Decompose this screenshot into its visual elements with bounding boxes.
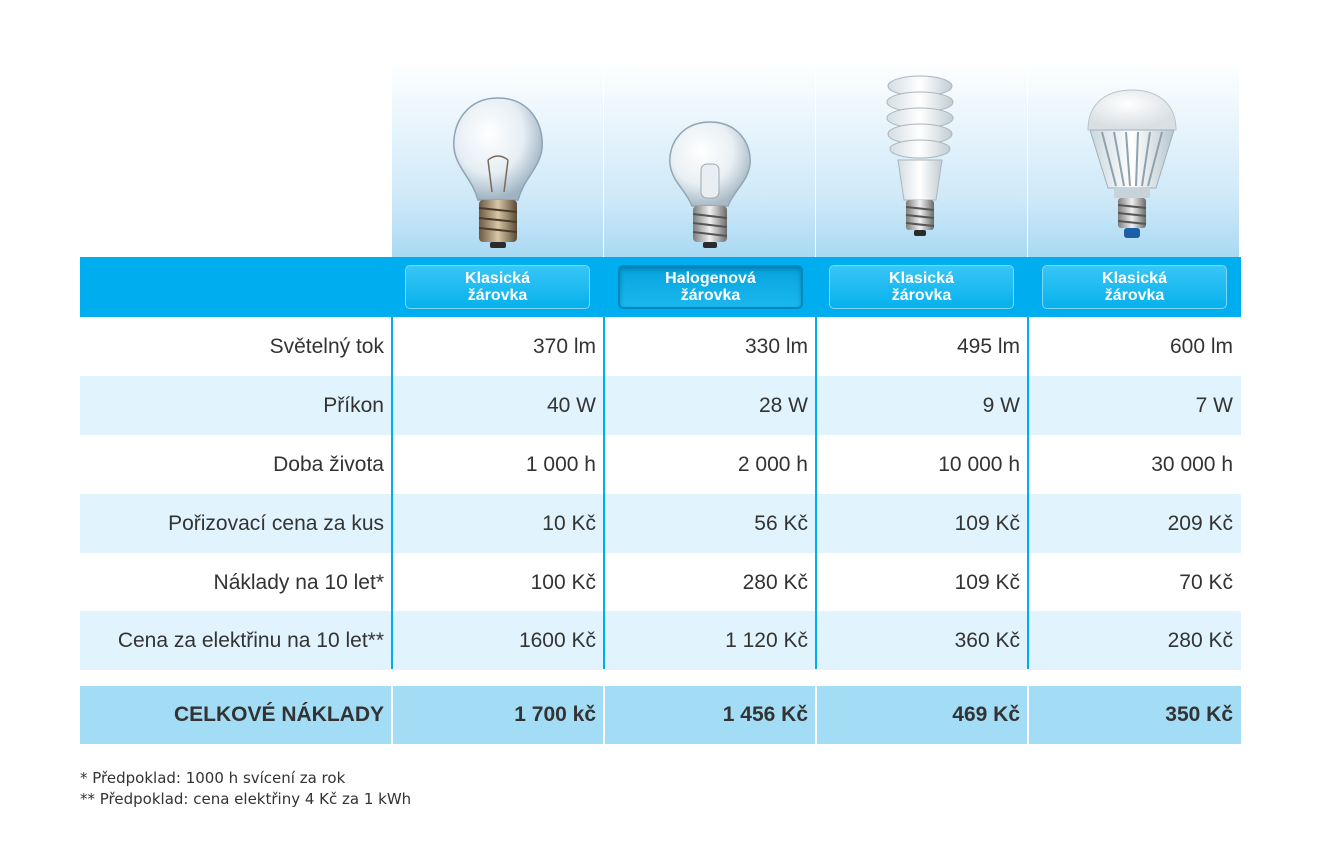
table-row-total [80,686,1241,744]
column-divider [1027,317,1029,669]
column-divider [391,686,393,744]
column-divider [391,317,393,669]
footnote: ** Předpoklad: cena elektřiny 4 Kč za 1 kWh [80,790,412,808]
table-cell: 600 lm [1169,334,1233,358]
table-cell: 330 lm [744,334,808,358]
table-cell: 1 000 h [525,452,596,476]
table-cell: 280 Kč [1167,628,1233,652]
table-row-lifetime [80,435,1241,494]
table-cell: 109 Kč [954,511,1020,535]
table-cell: 9 W [982,393,1020,417]
table-cell: 1600 Kč [518,628,596,652]
tab-label-line2: žárovka [1104,287,1165,304]
table-row-electricity-cost [80,611,1241,670]
table-cell: 370 lm [532,334,596,358]
table-row-power [80,376,1241,435]
tab-led-bulb[interactable] [1042,265,1227,309]
tab-label-line2: žárovka [467,287,528,304]
table-row-purchase-price [80,494,1241,553]
table-cell: 360 Kč [954,628,1020,652]
bulb-images-row [80,60,1241,257]
incandescent-bulb-icon [392,60,603,257]
table-cell: 7 W [1195,393,1233,417]
row-label: Doba života [273,452,384,476]
table-cell: 1 120 Kč [725,628,808,652]
tab-label-line2: žárovka [891,287,952,304]
total-label: CELKOVÉ NÁKLADY [173,703,384,726]
column-divider [815,686,817,744]
table-row-luminous-flux [80,317,1241,376]
row-label: Cena za elektřinu na 10 let** [117,628,384,652]
table-cell: 2 000 h [737,452,808,476]
row-label: Příkon [323,393,384,417]
table-cell: 30 000 h [1151,452,1233,476]
table-cell: 10 Kč [542,511,596,535]
table-cell: 280 Kč [742,570,808,594]
table-cell: 56 Kč [754,511,808,535]
table-cell: 100 Kč [530,570,596,594]
cfl-spiral-bulb-icon [816,60,1027,257]
total-cell: 469 Kč [952,703,1020,726]
column-divider [1027,686,1029,744]
tab-label-line2: žárovka [680,287,741,304]
total-cell: 350 Kč [1165,703,1233,726]
table-cell: 495 lm [956,334,1020,358]
footnote: * Předpoklad: 1000 h svícení za rok [80,769,346,787]
comparison-table [80,0,1241,852]
footnotes [80,768,411,810]
row-label: Pořizovací cena za kus [168,511,384,535]
table-cell: 209 Kč [1167,511,1233,535]
tab-label-line1: Halogenová [665,270,756,287]
column-divider [603,686,605,744]
column-divider [815,317,817,669]
column-divider [603,317,605,669]
tab-incandescent-bulb[interactable] [405,265,590,309]
table-cell: 28 W [758,393,808,417]
tab-halogen-bulb[interactable] [618,265,803,309]
table-row-cost-10-years [80,553,1241,612]
table-cell: 109 Kč [954,570,1020,594]
led-bulb-icon [1028,60,1239,257]
row-label: Světelný tok [269,334,384,358]
tab-cfl-bulb[interactable] [829,265,1014,309]
tab-label-line1: Klasická [1102,270,1167,287]
table-cell: 40 W [546,393,596,417]
column-header-bar [80,257,1241,317]
tab-label-line1: Klasická [465,270,530,287]
table-cell: 10 000 h [938,452,1020,476]
halogen-bulb-icon [604,60,815,257]
total-cell: 1 700 kč [514,703,596,726]
tab-label-line1: Klasická [889,270,954,287]
total-cell: 1 456 Kč [722,703,808,726]
table-cell: 70 Kč [1179,570,1233,594]
row-label: Náklady na 10 let* [213,570,384,594]
